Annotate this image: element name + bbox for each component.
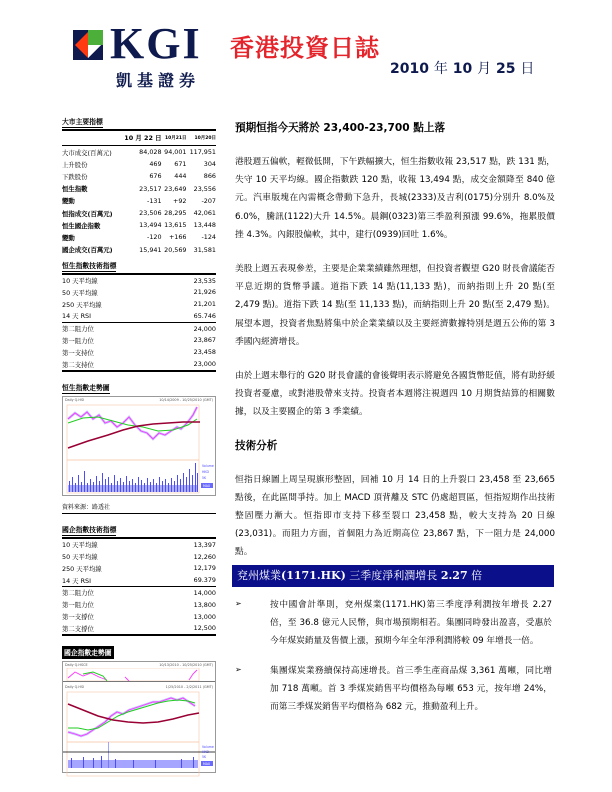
cell: 12,500 xyxy=(161,622,216,635)
company-news-banner xyxy=(232,565,554,587)
market-indicators-title: 大市主要指標 xyxy=(62,118,103,126)
legend-max: MAX xyxy=(203,483,211,488)
hsi-technical-title: 恒生指數技術指標 xyxy=(62,261,117,270)
cell: 69.379 xyxy=(161,574,216,586)
row-label: 第二阻力位 xyxy=(62,589,94,598)
table-row xyxy=(62,195,216,207)
cell: 21,201 xyxy=(193,300,216,309)
column-header: 10 月 22 日 xyxy=(120,131,162,146)
cell: 23,000 xyxy=(161,358,216,371)
cell: 23,506 xyxy=(139,209,162,218)
table-row xyxy=(62,219,216,231)
cell: 65.746 xyxy=(161,310,216,322)
row-label: 第二支持位 xyxy=(62,358,161,371)
hscei-technical-title: 國企指數技術指標 xyxy=(62,525,117,534)
row-label: 250 天平均線 xyxy=(62,564,102,573)
cell: 13,494 xyxy=(139,221,162,230)
cell: 28,295 xyxy=(164,209,187,218)
cell: 31,581 xyxy=(193,245,216,254)
cell: 23,535 xyxy=(193,276,216,285)
date-year: 2010 xyxy=(390,61,429,77)
table-row xyxy=(62,563,216,575)
table-row xyxy=(62,275,216,287)
cell: 676 xyxy=(149,172,162,181)
row-label: 14 天 RSI xyxy=(62,574,161,586)
brand-logo-text: KGI xyxy=(110,19,202,68)
cell: -120 xyxy=(147,233,162,242)
bullet-arrow-icon: ➢ xyxy=(235,599,242,608)
cell: 12,260 xyxy=(193,552,216,561)
main-article xyxy=(235,120,555,578)
table-row xyxy=(62,611,216,623)
hscei-chart-plot xyxy=(63,690,215,778)
cell: 117,951 xyxy=(189,148,216,157)
table-row xyxy=(62,310,216,322)
table-row xyxy=(62,183,216,195)
row-label: 恒生指數 xyxy=(62,185,88,194)
table-row xyxy=(62,207,216,219)
hsi-chart-plot xyxy=(63,403,215,495)
row-label: 第二支撐位 xyxy=(62,622,161,635)
article-paragraph: 美股上週五表現參差，主要是企業業績雖然理想，但投資者觀望 G20 財長會議能否平息近期的貨幣爭議。道指下跌 14 點(11,133 點)，而納指則上升 20 點(至 2,479 點)。道指下跌 14 點(至 11,133 點)，而納指則上升 20 點(至 2,479 點)。展望本週，投資者焦點將集中於企業業績以及主要經濟數據特別是週五公佈的第 3 季國內經濟增長。 xyxy=(235,264,555,347)
row-label: 第二阻力位 xyxy=(62,325,94,334)
cell: 94,001 xyxy=(164,148,187,157)
column-header: 10月21日 xyxy=(162,131,187,146)
legend-max: MAX xyxy=(203,762,211,767)
column-header xyxy=(62,131,120,146)
table-row xyxy=(62,539,216,551)
technical-analysis-paragraph: 恒指日線圖上周呈現旗形整固，回補 10 月 14 日的上升裂口 23,458 至 23,665 點後，在此區間爭持。加上 MACD 頂背離及 STC 仍處超買區，恒指短期作出技術整固壓力漸大。恒指即市支持下移至裂口 23,458 點，較大支持為 20 日線(23,031)。而阻力方面，首個阻力為近期高位 23,867 點，下一阻力是 24,000 點。 xyxy=(235,474,555,558)
hscei-chart-title: 國企指數走勢圖 xyxy=(62,646,114,659)
table-row xyxy=(62,599,216,611)
row-label: 國企成交(百萬元) xyxy=(62,246,113,255)
chart-date-range: 10/13/2010 - 10/25/2010 (GMT) xyxy=(159,663,213,668)
cell: 23,458 xyxy=(193,348,216,357)
row-label: 50 天平均線 xyxy=(62,553,98,562)
legend-5k: 5K xyxy=(202,755,207,760)
hscei-mini-plot xyxy=(63,668,215,682)
chart-label: Daily Q.HSI xyxy=(65,397,85,402)
cell: 14,000 xyxy=(193,588,216,597)
chart-label: Daily Q.HSCE xyxy=(65,663,88,668)
kgi-logo-icon xyxy=(73,30,103,60)
bullet-text: 按中國會計準則，兗州煤業(1171.HK)第三季度淨利潤按年增長 2.27 倍，至 36.8 億元人民幣，與市場預期相若。集團同時發出盈喜，受惠於今年煤炭銷量及售價上漲，預期今年全年淨利潤將較 09 年增長一倍。 xyxy=(270,600,552,646)
bullet-arrow-icon: ➢ xyxy=(235,665,242,674)
article-paragraph: 由於上週末舉行的 G20 財長會議的會後聲明表示將避免各國貨幣貶值，將有助紓緩投資者憂慮，或對港股帶來支持。投資者本週將注視週四 10 月期貨結算的相關數據，以及主要國企的第 3 季業績。 xyxy=(235,371,555,418)
legend-hkd: HKD xyxy=(202,469,209,474)
bullet-text: 集團煤炭業務續保持高速增長。首三季生產商品煤 3,361 萬噸，同比增加 718 萬噸。首 3 季煤炭銷售平均價格為每噸 653 元，按年增 24%，而第三季煤炭銷售平均價格為 682 元，推動盈利上升。 xyxy=(270,666,552,712)
company-news-bullets xyxy=(235,596,555,728)
cell: 84,028 xyxy=(139,148,162,157)
cell: -207 xyxy=(201,196,216,205)
legend-hkd: HKD xyxy=(202,750,209,755)
hsi-chart xyxy=(62,396,216,496)
list-item xyxy=(235,596,555,650)
chart-date-range: 1/25/2010 - 2/2/2011 (GMT) xyxy=(165,685,213,690)
legend-5k: 5K xyxy=(202,475,207,480)
cell: 23,649 xyxy=(164,184,187,193)
row-label: 第一支撐位 xyxy=(62,613,94,622)
cell: +166 xyxy=(168,233,187,242)
cell: 23,556 xyxy=(193,184,216,193)
row-label: 大市成交(百萬元) xyxy=(62,148,112,157)
cell: 21,926 xyxy=(193,288,216,297)
chart-label: Daily Q.HSI xyxy=(65,685,85,690)
date-day-unit: 日 xyxy=(520,61,535,77)
cell: -131 xyxy=(147,196,162,205)
table-row xyxy=(62,587,216,599)
cell: 13,397 xyxy=(193,540,216,549)
table-row xyxy=(62,170,216,182)
market-indicators-table xyxy=(62,131,216,256)
cell: 444 xyxy=(174,172,187,181)
table-row xyxy=(62,335,216,347)
data-source: 資料來源：路透社 xyxy=(62,496,216,514)
cell: 13,615 xyxy=(164,221,187,230)
cell: -124 xyxy=(201,233,216,242)
cell: 23,867 xyxy=(193,336,216,345)
cell: 13,800 xyxy=(193,600,216,609)
legend-volume: Volume xyxy=(202,463,214,468)
date-day: 25 xyxy=(495,61,516,77)
cell: 304 xyxy=(203,160,216,169)
cell: 15,941 xyxy=(139,245,162,254)
row-label: 10 天平均線 xyxy=(62,541,98,550)
row-label: 恒指成交(百萬元) xyxy=(62,209,113,218)
cell: 469 xyxy=(149,160,162,169)
table-row xyxy=(62,346,216,358)
table-row xyxy=(62,551,216,563)
cell: 866 xyxy=(203,172,216,181)
row-label: 恒生國企指數 xyxy=(62,221,101,230)
column-header: 10月20日 xyxy=(187,131,217,146)
banner-unit: 倍 xyxy=(467,569,483,582)
row-label: 250 天平均線 xyxy=(62,300,102,309)
cell: 24,000 xyxy=(193,324,216,333)
row-label: 14 天 RSI xyxy=(62,310,161,322)
row-label: 第一支持位 xyxy=(62,348,94,357)
date-month-unit: 月 xyxy=(477,61,492,77)
technical-analysis-heading: 技術分析 xyxy=(235,439,278,452)
cell: 671 xyxy=(174,160,187,169)
cell: +92 xyxy=(173,196,187,205)
row-label: 10 天平均線 xyxy=(62,277,98,286)
row-label: 第一阻力位 xyxy=(62,601,94,610)
row-label: 下跌股份 xyxy=(62,172,88,181)
cell: 20,569 xyxy=(164,245,187,254)
table-row xyxy=(62,622,216,635)
cell: 42,061 xyxy=(193,209,216,218)
hscei-chart xyxy=(62,661,216,773)
table-row xyxy=(62,146,216,159)
row-label: 變動 xyxy=(62,233,75,242)
cell: 13,000 xyxy=(193,612,216,621)
table-row xyxy=(62,244,216,256)
banner-value: 2.27 xyxy=(440,569,468,582)
banner-text: 三季度淨利潤增長 xyxy=(345,569,441,582)
date-month: 10 xyxy=(452,61,473,77)
date-year-unit: 年 xyxy=(433,61,448,77)
table-row xyxy=(62,358,216,371)
cell: 23,517 xyxy=(139,184,162,193)
legend-volume: Volume xyxy=(202,745,214,750)
document-title: 香港投資日誌 xyxy=(230,34,380,62)
table-row xyxy=(62,574,216,586)
table-header-row xyxy=(62,131,216,146)
table-row xyxy=(62,322,216,334)
article-headline: 預期恒指今天將於 23,400-23,700 點上落 xyxy=(235,122,446,134)
article-paragraph: 港股週五偏軟，輕微低開，下午跌幅擴大，恒生指數收報 23,517 點，跌 131 點，失守 10 天平均線。國企指數跌 120 點，收報 13,494 點，成交金額降至 840 億元。汽車版塊在內需概念帶動下急升，長城(2333)及吉利(0175)分別升 8.0%及 6.0%，騰訊(1122)大升 14.5%。晨鋼(0323)第三季盈利預漲 99.6%，拖累股價挫 4.3%。內銀股偏軟，其中，建行(0939)回吐 1.6%。 xyxy=(235,157,555,240)
table-row xyxy=(62,298,216,310)
list-item xyxy=(235,662,555,716)
table-row xyxy=(62,231,216,243)
table-row xyxy=(62,286,216,298)
row-label: 變動 xyxy=(62,197,75,206)
banner-company: 兗州煤業 xyxy=(237,569,281,582)
hscei-technical-table xyxy=(62,539,216,636)
brand-chinese-name: 凱基證券 xyxy=(116,71,201,90)
document-date xyxy=(390,58,534,78)
hsi-technical-table xyxy=(62,275,216,372)
cell: 13,448 xyxy=(193,221,216,230)
row-label: 上升股份 xyxy=(62,160,88,169)
hsi-chart-title: 恒生指數走勢圖 xyxy=(62,383,110,392)
chart-date-range: 10/14/2009 - 10/25/2010 (GMT) xyxy=(159,397,213,402)
row-label: 第一阻力位 xyxy=(62,336,94,345)
table-row xyxy=(62,158,216,170)
banner-ticker: (1171.HK) xyxy=(281,569,346,582)
row-label: 50 天平均線 xyxy=(62,288,98,297)
cell: 12,179 xyxy=(193,564,216,573)
left-sidebar xyxy=(62,116,216,773)
